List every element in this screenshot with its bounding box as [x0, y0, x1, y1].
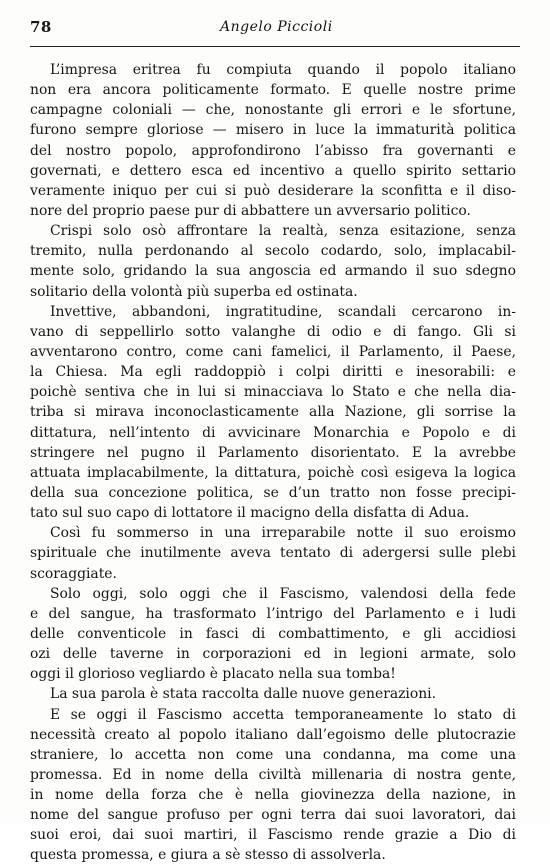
text-line: oggi il glorioso vegliardo è placato nella sua tomba! [30, 666, 396, 683]
text-line: L’impresa eritrea fu compiuta quando il popolo italiano [50, 62, 516, 78]
text-line: mente solo, gridando la sua angoscia ed armando il suo sdegno [30, 263, 516, 280]
text-line: straniere, lo accetta non come una condanna, ma come una [30, 746, 516, 763]
text-line: spirituale che inutilmente aveva tentato di adergersi sulle plebi [30, 545, 516, 562]
text-line: e del sangue, ha trasformato l’intrigo del Parlamento e i ludi [30, 605, 516, 622]
text-line: campagne coloniali — che, nonostante gli errori e le sfortune, [30, 102, 516, 119]
text-line: scoraggiate. [30, 565, 117, 582]
text-line: governati, e dettero esca ed incentivo a quello spirito settario [30, 162, 516, 179]
text-line: stringere nel pugno il Parlamento disorientato. E la avrebbe [30, 444, 516, 461]
text-line: la Chiesa. Ma egli raddoppiò i colpi diritti e inesorabili: e [30, 364, 516, 381]
text-line: nome del sangue profuso per ogni terra dai suoi lavoratori, dai [30, 807, 516, 824]
text-line: dittatura, nell’intento di avvicinare Monarchia e Popolo e di [30, 424, 516, 441]
text-line: attuata implacabilmente, la dittatura, poichè così esigeva la logica [30, 464, 516, 481]
text-line: necessità creato al popolo italiano dall’egoismo delle plutocrazie [30, 726, 516, 743]
text-line: Solo oggi, solo oggi che il Fascismo, valendosi della fede [50, 585, 516, 602]
text-line: nore del proprio paese pur di abbattere un avversario politico. [30, 202, 471, 219]
text-line: ozi delle taverne in corporazioni ed in legioni armate, solo [30, 646, 516, 663]
text-line: vano di seppellirlo sotto valanghe di odio e di fango. Gli si [30, 323, 516, 340]
body-text [30, 60, 516, 866]
text-line: solitario della volontà più superba ed ostinata. [30, 283, 358, 300]
text-line: furono sempre gloriose — misero in luce la immaturità politica [30, 122, 516, 139]
text-line: E se oggi il Fascismo accetta temporaneamente lo stato di [50, 706, 516, 723]
text-line: triba si mirava inconoclasticamente alla Nazione, gli sorrise la [30, 404, 516, 421]
text-line: promessa. Ed in nome della civiltà millenaria di nostra gente, [30, 766, 516, 783]
text-line: delle conventicole in fasci di combattimento, e gli accidiosi [30, 625, 516, 642]
text-line: tremito, nulla perdonando al secolo codardo, solo, implacabil- [30, 243, 516, 260]
text-line: suoi eroi, dai suoi martiri, il Fascismo rende grazie a Dio di [30, 827, 516, 844]
text-line: Così fu sommerso in una irreparabile notte il suo eroismo [50, 525, 516, 542]
text-line: non era ancora politicamente formato. E quelle nostre prime [30, 82, 516, 99]
header-rule [30, 46, 520, 47]
text-line: della sua concezione politica, se d’un tratto non fosse precipi- [30, 484, 516, 501]
page-number: 78 [30, 18, 52, 36]
text-line: questa promessa, e giura a sè stesso di assolverla. [30, 847, 386, 864]
text-line: in nome della forza che è nella giovinezza della nazione, in [30, 787, 516, 804]
text-line: La sua parola è stata raccolta dalle nuove generazioni. [50, 686, 437, 703]
running-head: Angelo Piccioli [220, 19, 333, 35]
text-line: tato sul suo capo di lottatore il macigno della disfatta di Adua. [30, 505, 470, 522]
text-line: Invettive, abbandoni, ingratitudine, scandali cercarono in- [50, 303, 516, 320]
text-line: Crispi solo osò affrontare la realtà, senza esitazione, senza [50, 223, 516, 240]
page-header [30, 18, 520, 42]
text-line: poichè sentiva che in lui si minacciava lo Stato e che nella dia- [30, 384, 516, 401]
text-line: del nostro popolo, approfondirono l’abisso fra governanti e [30, 142, 516, 159]
text-line: veramente iniquo per cui si può desiderare la sconfitta e il diso- [30, 182, 516, 199]
text-line: avventarono contro, come cani famelici, il Parlamento, il Paese, [30, 343, 516, 360]
